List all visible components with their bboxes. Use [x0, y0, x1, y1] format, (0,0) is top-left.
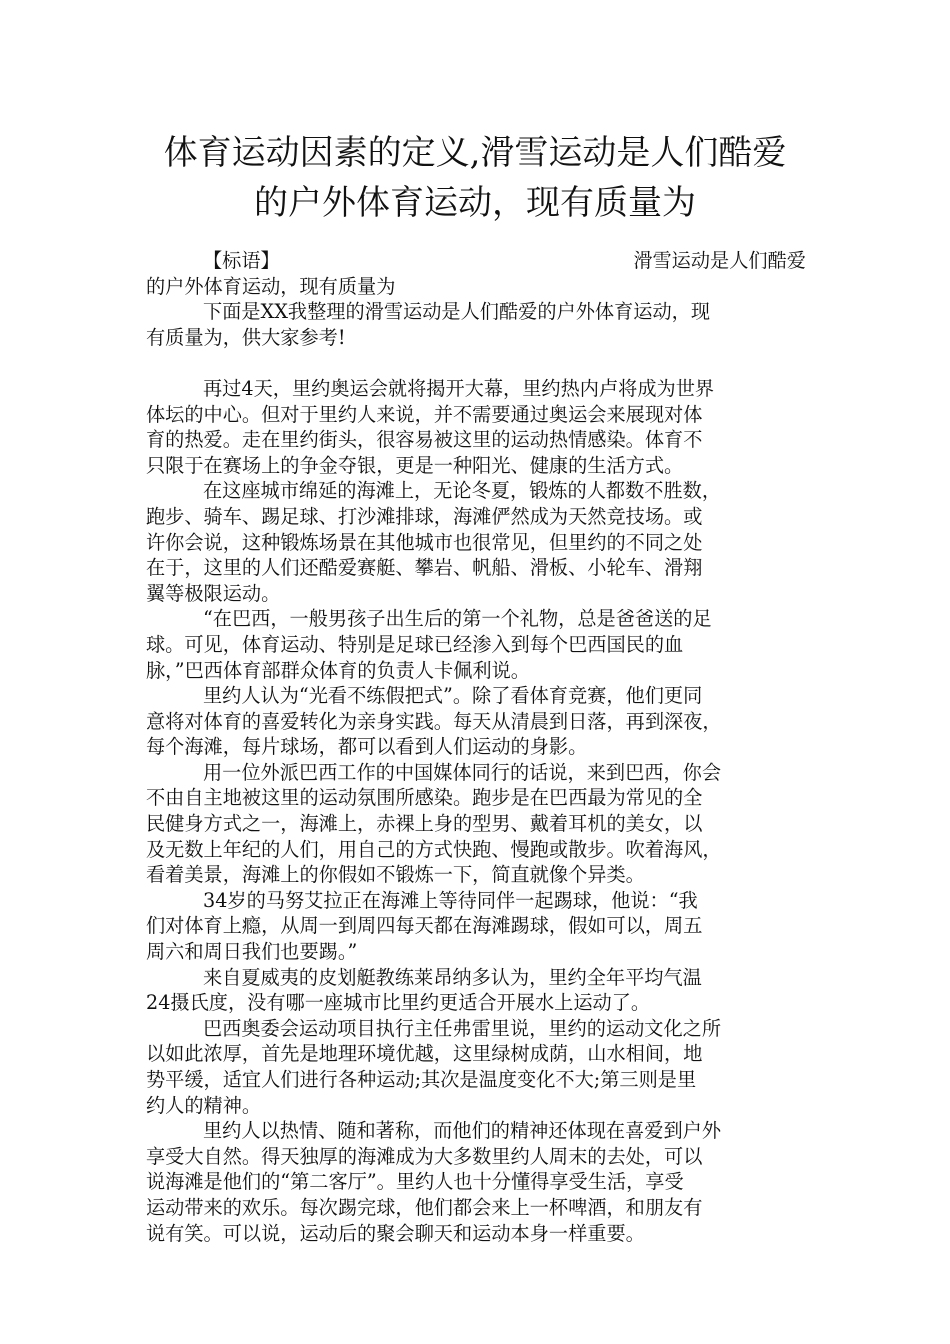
paragraph-line: 来自夏威夷的皮划艇教练莱昂纳多认为，里约全年平均气温: [203, 965, 702, 989]
document-title: [100, 128, 850, 228]
paragraph-line: 及无数上年纪的人们，用自己的方式快跑、慢跑或散步。吹着海风，: [146, 837, 722, 861]
intro-paragraph: [146, 299, 806, 350]
paragraph-line: 运动带来的欢乐。每次踢完球，他们都会来上一杯啤酒，和朋友有: [146, 1195, 703, 1219]
paragraph-line: 不由自主地被这里的运动氛围所感染。跑步是在巴西最为常见的全: [146, 786, 703, 810]
paragraph-line: 巴西奥委会运动项目执行主任弗雷里说，里约的运动文化之所: [203, 1016, 722, 1040]
paragraph-line: 享受大自然。得天独厚的海滩成为大多数里约人周末的去处，可以: [146, 1144, 703, 1168]
paragraph-line: 意将对体育的喜爱转化为亲身实践。每天从清晨到日落，再到深夜，: [146, 709, 722, 733]
paragraph-line: 翼等极限运动。: [146, 581, 281, 605]
paragraph-line: 们对体育上瘾，从周一到周四每天都在海滩踢球，假如可以，周五: [146, 914, 703, 938]
article-paragraph: [146, 965, 806, 1016]
tag-value: 滑雪运动是人们酷爱: [633, 249, 806, 272]
paragraph-gap: [146, 350, 806, 376]
paragraph-line: 34岁的马努艾拉正在海滩上等待同伴一起踢球，他说：“我: [203, 888, 698, 912]
tag-label: 【标语】: [203, 249, 280, 272]
article-paragraph: [146, 1118, 806, 1246]
paragraph-line: 下面是XX我整理的滑雪运动是人们酷爱的户外体育运动，现: [203, 300, 711, 324]
paragraph-line: 体坛的中心。但对于里约人来说，并不需要通过奥运会来展现对体: [146, 402, 703, 426]
paragraph-line: 以如此浓厚，首先是地理环境优越，这里绿树成荫，山水相间，地: [146, 1042, 703, 1066]
tag-continuation: 的户外体育运动，现有质量为: [146, 274, 396, 298]
paragraph-line: 在这座城市绵延的海滩上，无论冬夏，锻炼的人都数不胜数，: [203, 479, 722, 503]
paragraph-line: 民健身方式之一，海滩上，赤裸上身的型男、戴着耳机的美女，以: [146, 812, 703, 836]
document-body: [146, 248, 806, 1246]
article-paragraph: [146, 760, 806, 888]
tag-row: [146, 248, 806, 274]
paragraph-line: 在于，这里的人们还酷爱赛艇、攀岩、帆船、滑板、小轮车、滑翔: [146, 556, 703, 580]
article-paragraph: [146, 683, 806, 760]
paragraph-line: 势平缓，适宜人们进行各种运动;其次是温度变化不大;第三则是里: [146, 1068, 697, 1091]
paragraph-line: 许你会说，这种锻炼场景在其他城市也很常见，但里约的不同之处: [146, 530, 703, 554]
article-paragraph: [146, 606, 806, 683]
paragraph-line: 再过4天，里约奥运会就将揭开大幕，里约热内卢将成为世界: [203, 376, 715, 400]
paragraph-line: 里约人以热情、随和著称，而他们的精神还体现在喜爱到户外: [203, 1119, 722, 1143]
paragraph-line: 里约人认为“光看不练假把式”。除了看体育竞赛，他们更同: [203, 684, 703, 708]
paragraph-line: 只限于在赛场上的争金夺银，更是一种阳光、健康的生活方式。: [146, 453, 684, 477]
paragraph-line: 说有笑。可以说，运动后的聚会聊天和运动本身一样重要。: [146, 1221, 645, 1245]
paragraph-line: 育的热爱。走在里约街头，很容易被这里的运动热情感染。体育不: [146, 428, 703, 452]
paragraph-line: 看着美景，海滩上的你假如不锻炼一下，简直就像个异类。: [146, 863, 645, 887]
article-paragraph: [146, 888, 806, 965]
paragraph-line: 24摄氏度，没有哪一座城市比里约更适合开展水上运动了。: [146, 991, 651, 1015]
paragraph-line: 周六和周日我们也要踢。”: [146, 940, 358, 964]
paragraph-line: 有质量为，供大家参考!: [146, 325, 346, 349]
paragraph-line: 每个海滩，每片球场，都可以看到人们运动的身影。: [146, 735, 588, 759]
article-paragraphs: [146, 376, 806, 1246]
title-line: 的户外体育运动，现有质量为: [254, 183, 696, 223]
title-line: 体育运动因素的定义,滑雪运动是人们酷爱: [163, 133, 787, 173]
paragraph-line: 脉，”巴西体育部群众体育的负责人卡佩利说。: [146, 658, 530, 682]
article-paragraph: [146, 478, 806, 606]
paragraph-line: 球。可见，体育运动、特别是足球已经渗入到每个巴西国民的血: [146, 632, 684, 656]
paragraph-line: “在巴西，一般男孩子出生后的第一个礼物，总是爸爸送的足: [203, 607, 712, 631]
article-paragraph: [146, 1016, 806, 1118]
paragraph-line: 跑步、骑车、踢足球、打沙滩排球，海滩俨然成为天然竞技场。或: [146, 504, 703, 528]
paragraph-line: 约人的精神。: [146, 1093, 262, 1117]
paragraph-line: 用一位外派巴西工作的中国媒体同行的话说，来到巴西，你会: [203, 760, 722, 784]
article-paragraph: [146, 376, 806, 478]
paragraph-line: 说海滩是他们的“第二客厅”。里约人也十分懂得享受生活，享受: [146, 1170, 684, 1194]
